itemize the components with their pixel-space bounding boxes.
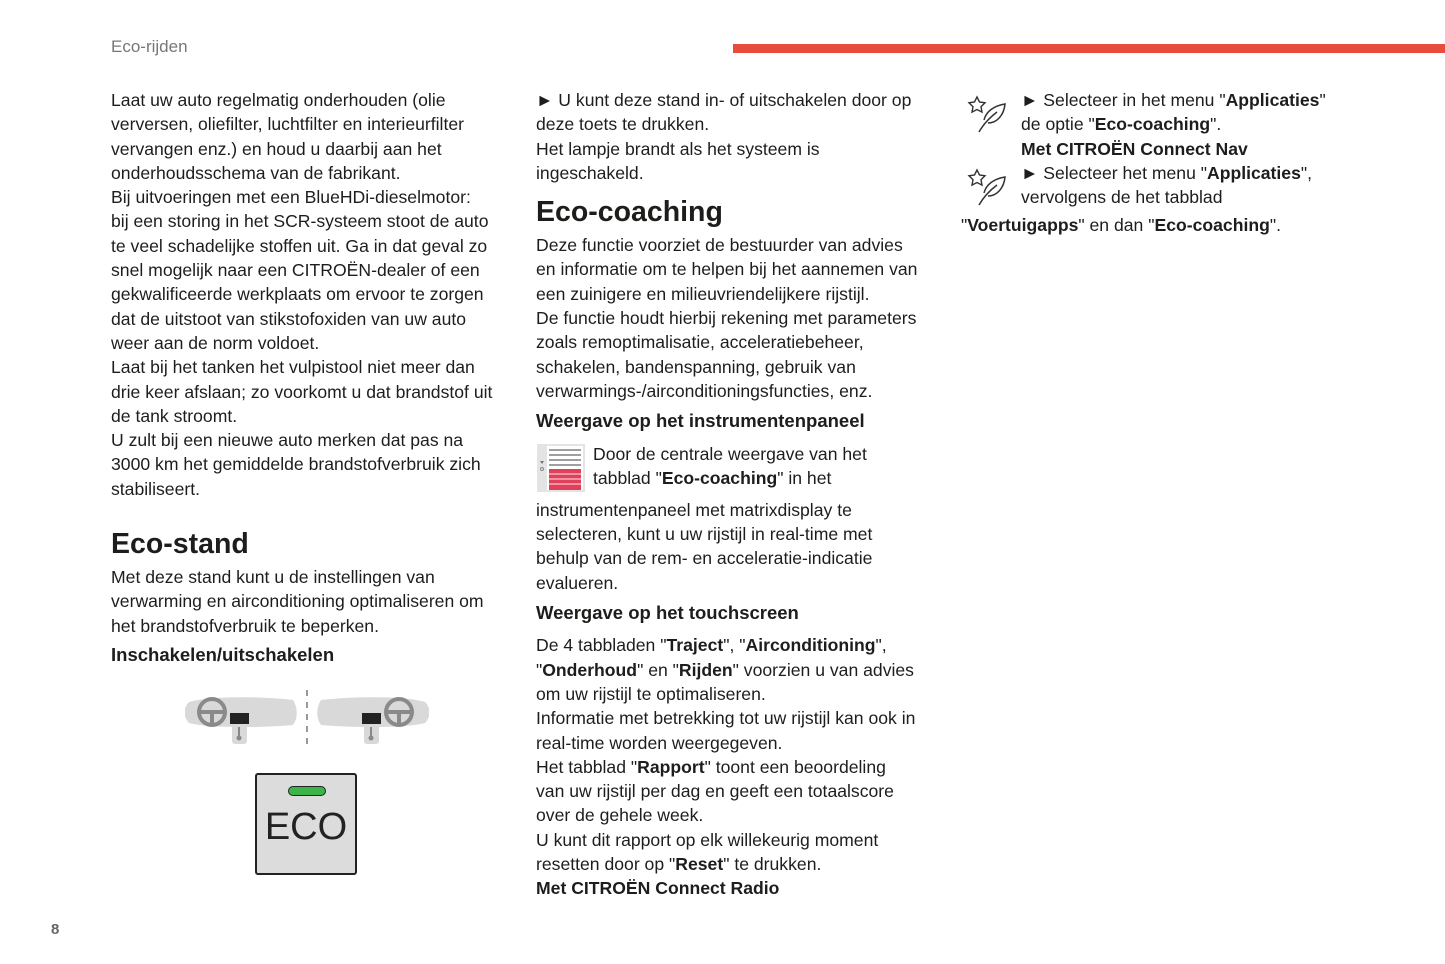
text-line [111,258,521,282]
text: tabblad " [593,467,662,488]
text-line [961,112,1381,136]
text-line [536,803,946,827]
text: verwarmings-/airconditioningsfuncties, enz. [536,380,873,401]
column-left [111,88,521,887]
text: real-time worden weergegeven. [536,732,783,753]
text-line [111,589,521,613]
header-accent-bar [733,44,1445,53]
text-line [111,614,521,638]
section-heading: Eco-stand [111,528,249,561]
eco-coaching-display-icon [537,444,585,498]
text-line [111,428,521,452]
eco-figure [111,687,521,887]
text: Het lampje brandt als het systeem is [536,138,820,159]
eco-button-label: ECO [264,806,348,849]
text: " voorzien u van advies [732,659,914,680]
text: Het tabblad " [536,756,638,777]
text-line [111,380,521,404]
text-line [961,213,1381,237]
paragraph [961,161,1381,238]
subsection-heading: Inschakelen/uitschakelen [111,643,335,665]
text: " toont een beoordeling [704,756,886,777]
text: ", [875,635,887,656]
text-line [536,442,946,466]
text-line [536,282,946,306]
text: vervangen enz.) en houd u daarbij aan het [111,138,442,159]
page-number: 8 [51,921,60,938]
text-line [536,706,946,730]
paragraph [536,633,946,900]
text-line [111,452,521,476]
text-line [536,137,946,161]
text-line [111,404,521,428]
text-line [536,682,946,706]
text-line [111,185,521,209]
text: Door de centrale weergave van het [593,443,867,464]
paragraph [536,88,946,185]
text: Met deze stand kunt u de instellingen van [111,567,435,588]
text: over de gehele week. [536,805,704,826]
paragraph [961,137,1381,161]
eco-leaf-star-icon [965,94,1009,140]
text: ". [1210,114,1222,135]
paragraph [111,565,521,638]
bold-text: Traject [666,635,724,656]
text: schakelen, bandenspanning, gebruik van [536,356,856,377]
text-line [536,779,946,803]
text-line [111,161,521,185]
text-line [536,633,946,657]
text-line [111,565,521,589]
text: ► Selecteer in het menu " [1021,90,1226,110]
text: ► U kunt deze stand in- of uitschakelen door op [536,90,912,110]
paragraph [536,442,946,595]
text: stabiliseert. [111,478,200,499]
column-right [961,88,1381,237]
text-line [536,233,946,257]
subsection-heading: Weergave op het touchscreen [536,602,799,624]
text: de optie " [1021,114,1095,135]
text: Bij uitvoeringen met een BlueHDi-dieselmotor: [111,187,471,208]
text-line [536,571,946,595]
text: te veel schadelijke stoffen uit. Ga in dat geval zo [111,235,488,256]
text-line [536,828,946,852]
paragraph [111,88,521,501]
text-line [536,306,946,330]
text-line [536,731,946,755]
text: Laat bij het tanken het vulpistool niet meer dan [111,357,475,378]
text: De functie houdt hierbij rekening met parameters [536,308,917,329]
text: ► Selecteer het menu " [1021,162,1208,183]
text-line [111,355,521,379]
text: Deze functie voorziet de bestuurder van advies [536,235,903,256]
text: vervolgens de het tabblad [1021,187,1223,208]
bold-text: Airconditioning [745,635,876,656]
text-line [536,876,946,900]
text: verwarming en airconditioning optimaliseren om [111,591,484,612]
bold-text: Applicaties [1207,162,1301,183]
text-line [111,137,521,161]
text: van uw rijstijl per dag en geeft een totaalscore [536,781,894,802]
text-line [111,112,521,136]
text: behulp van de rem- en acceleratie-indicatie [536,548,873,569]
bold-text: Met CITROËN Connect Nav [1021,138,1248,159]
dashboard-lhd-rhd-icon [185,687,429,751]
text-line [536,852,946,876]
paragraph [536,233,946,403]
text-line [536,379,946,403]
text: de tank stroomt. [111,405,238,426]
text-line [961,137,1381,161]
text: verversen, oliefilter, luchtfilter en interieurfilter [111,114,465,135]
eco-leaf-star-icon [965,167,1009,213]
text: ". [1269,215,1281,236]
bold-text: Onderhoud [542,659,638,680]
text: " [1319,90,1326,110]
text: om uw rijstijl te optimaliseren. [536,683,766,704]
text: het brandstofverbruik te beperken. [111,615,379,636]
text-line [111,331,521,355]
text-line [536,330,946,354]
text: instrumentenpaneel met matrixdisplay te [536,499,852,520]
text-line [536,257,946,281]
bold-text: Applicaties [1225,90,1320,110]
text: " en dan " [1078,215,1155,236]
text-line [111,282,521,306]
text: bij een storing in het SCR-systeem stoot de auto [111,211,489,232]
text: zoals remoptimalisatie, acceleratiebeheer, [536,332,864,353]
text: " te drukken. [723,854,822,875]
bold-text: Rapport [637,756,705,777]
text: ", [1300,162,1313,183]
text: onderhoudsschema van de fabrikant. [111,162,401,183]
bold-text: Rijden [678,659,733,680]
text-line [961,161,1381,185]
text-line [536,112,946,136]
text-line [536,658,946,682]
text: De 4 tabbladen " [536,635,667,656]
text: een zuinigere en milieuvriendelijkere rijstijl. [536,283,870,304]
text: " in het [777,467,832,488]
bold-text: Eco-coaching [661,467,778,488]
text: gekwalificeerde werkplaats om ervoor te zorgen [111,284,484,305]
text: en informatie om te helpen bij het aannemen van [536,259,918,280]
text-line [111,209,521,233]
text-line [536,161,946,185]
text-line [536,755,946,779]
text: " [961,215,968,236]
paragraph [961,88,1381,137]
text-line [536,546,946,570]
text: " en " [637,659,679,680]
section-heading: Eco-coaching [536,196,723,229]
text-line [111,88,521,112]
text: " [536,659,543,680]
text: Informatie met betrekking tot uw rijstijl kan ook in [536,708,916,729]
text-line [111,307,521,331]
text: weer aan de norm voldoet. [111,332,320,353]
text: deze toets te drukken. [536,114,710,135]
text-line [961,185,1381,209]
bold-text: Met CITROËN Connect Radio [536,878,780,899]
text-line [536,498,946,522]
text: drie keer afslaan; zo voorkomt u dat brandstof uit [111,381,493,402]
text: resetten door op " [536,854,676,875]
text-line [536,522,946,546]
text-line [536,466,946,490]
text-line [536,88,946,112]
bold-text: Eco-coaching [1094,114,1211,135]
subsection-heading: Weergave op het instrumentenpaneel [536,410,865,432]
text: 3000 km het gemiddelde brandstofverbruik zich [111,454,481,475]
text: selecteren, kunt u uw rijstijl in real-time met [536,524,873,545]
text-line [536,355,946,379]
text: evalueren. [536,572,619,593]
eco-button[interactable] [255,773,357,875]
text-line [111,234,521,258]
section-title: Eco-rijden [111,37,188,56]
column-middle [536,88,946,901]
text: dat de uitstoot van stikstofoxiden van uw auto [111,308,467,329]
text: ", " [723,635,746,656]
bold-text: Eco-coaching [1154,215,1270,236]
eco-illustration [111,687,521,887]
text-line [111,477,521,501]
bold-text: Voertuigapps [967,215,1079,236]
text-line [961,88,1381,112]
text: snel mogelijk naar een CITROËN-dealer of een [111,260,480,281]
bold-text: Reset [675,854,724,875]
text: U kunt dit rapport op elk willekeurig moment [536,829,879,850]
text: ingeschakeld. [536,162,644,183]
text: U zult bij een nieuwe auto merken dat pas na [111,430,464,451]
text: Laat uw auto regelmatig onderhouden (olie [111,90,446,110]
eco-indicator-light [288,786,326,796]
